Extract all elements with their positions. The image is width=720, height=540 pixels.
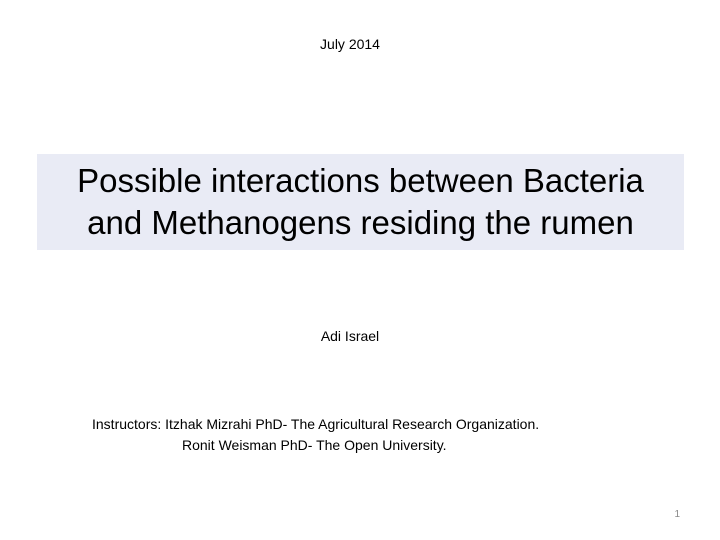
title-box	[37, 154, 684, 250]
author-name: Adi Israel	[320, 328, 380, 344]
instructor-line-2: Ronit Weisman PhD- The Open University.	[182, 437, 447, 453]
slide-date: July 2014	[320, 36, 380, 52]
instructor-line-1: Instructors: Itzhak Mizrahi PhD- The Agricultural Research Organization.	[92, 416, 540, 432]
slide-title	[37, 160, 684, 244]
page-number: 1	[674, 509, 680, 520]
title-line-1: Possible interactions between Bacteria	[77, 162, 644, 199]
title-line-2: and Methanogens residing the rumen	[87, 204, 634, 241]
instructors-block	[92, 414, 692, 456]
